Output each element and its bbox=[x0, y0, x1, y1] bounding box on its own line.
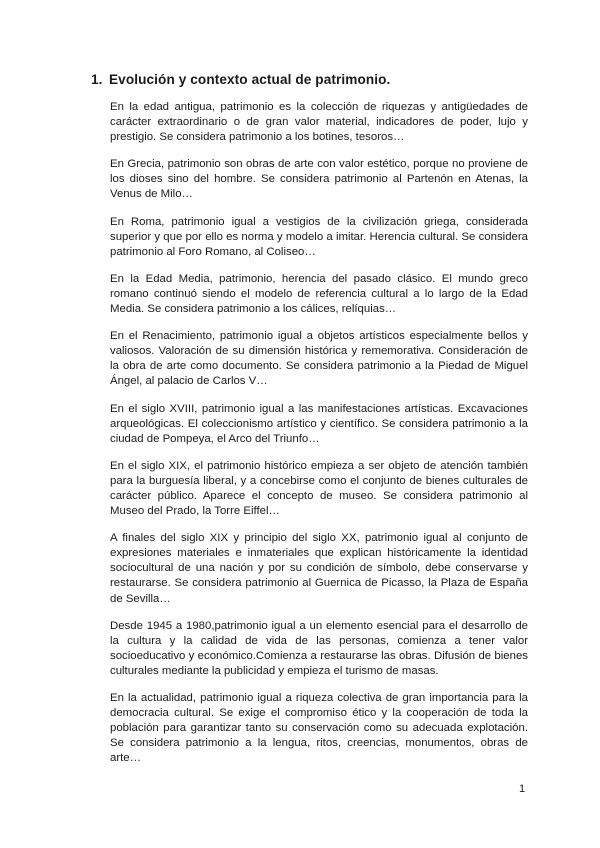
paragraph-edad-antigua: En la edad antigua, patrimonio es la colección de riquezas y antigüedades de carácter extraordinario o de gran valor material, indicadores de poder, lujo y prestigio. Se considera patrimonio a los botines, tesoros… bbox=[110, 101, 528, 144]
section-number: 1. bbox=[91, 72, 103, 87]
paragraph-siglo-xix-xx: A finales del siglo XIX y principio del siglo XX, patrimonio igual al conjunto de expresiones materiales e inmateriales que explican históricamente la identidad sociocultural de una nación y por su condición de símbolo, debe conservarse y restaurarse. Se considera patrimonio al Guernica de Picasso, la Plaza de España de Sevilla… bbox=[110, 532, 528, 605]
paragraph-1945-1980: Desde 1945 a 1980,patrimonio igual a un elemento esencial para el desarrollo de la cultura y la calidad de vida de las personas, comienza a tener valor socioeducativo y económico.Comienza a restaurarse las obras. Difusión de bienes culturales mediante la publicidad y empieza el turismo de masas. bbox=[110, 619, 528, 677]
paragraph-edad-media: En la Edad Media, patrimonio, herencia del pasado clásico. El mundo greco romano continuó siendo el modelo de referencia cultural a lo largo de la Edad Media. Se considera patrimonio a los cálices, relíquias… bbox=[110, 272, 528, 316]
section-title: Evolución y contexto actual de patrimonio. bbox=[109, 72, 391, 87]
paragraph-grecia: En Grecia, patrimonio son obras de arte con valor estético, porque no proviene de los dioses sino del hombre. Se considera patrimonio al Partenón en Atenas, la Venus de Milo… bbox=[110, 158, 528, 201]
section-heading bbox=[91, 72, 390, 87]
paragraph-roma: En Roma, patrimonio igual a vestigios de la civilización griega, considerada superior y que por ello es norma y modelo a imitar. Herencia cultural. Se considera patrimonio al Foro Romano, al Coliseo… bbox=[110, 215, 528, 258]
paragraph-siglo-xix: En el siglo XIX, el patrimonio histórico empieza a ser objeto de atención también para la burguesía liberal, y a concebirse como el conjunto de bienes culturales de carácter público. Aparece el concepto de museo. Se considera patrimonio al Museo del Prado, la Torre Eiffel… bbox=[110, 459, 528, 518]
paragraph-actualidad: En la actualidad, patrimonio igual a riqueza colectiva de gran importancia para la democracia cultural. Se exige el compromiso ético y la cooperación de toda la población para garantizar tanto su conservación como su adecuada explotación. Se considera patrimonio a la lengua, ritos, creencias, monumentos, obras de arte… bbox=[110, 692, 528, 765]
paragraph-renacimiento: En el Renacimiento, patrimonio igual a objetos artísticos especialmente bellos y valiosos. Valoración de su dimensión histórica y rememorativa. Consideración de la obra de arte como documento. Se considera patrimonio a la Piedad de Miguel Ángel, al palacio de Carlos V… bbox=[110, 330, 528, 388]
body-text bbox=[110, 100, 528, 778]
paragraph-siglo-xviii: En el siglo XVIII, patrimonio igual a las manifestaciones artísticas. Excavaciones arqueológicas. El coleccionismo artístico y científico. Se considera patrimonio a la ciudad de Pompeya, el Arco del Triunfo… bbox=[110, 402, 528, 445]
page-number: 1 bbox=[519, 783, 526, 795]
